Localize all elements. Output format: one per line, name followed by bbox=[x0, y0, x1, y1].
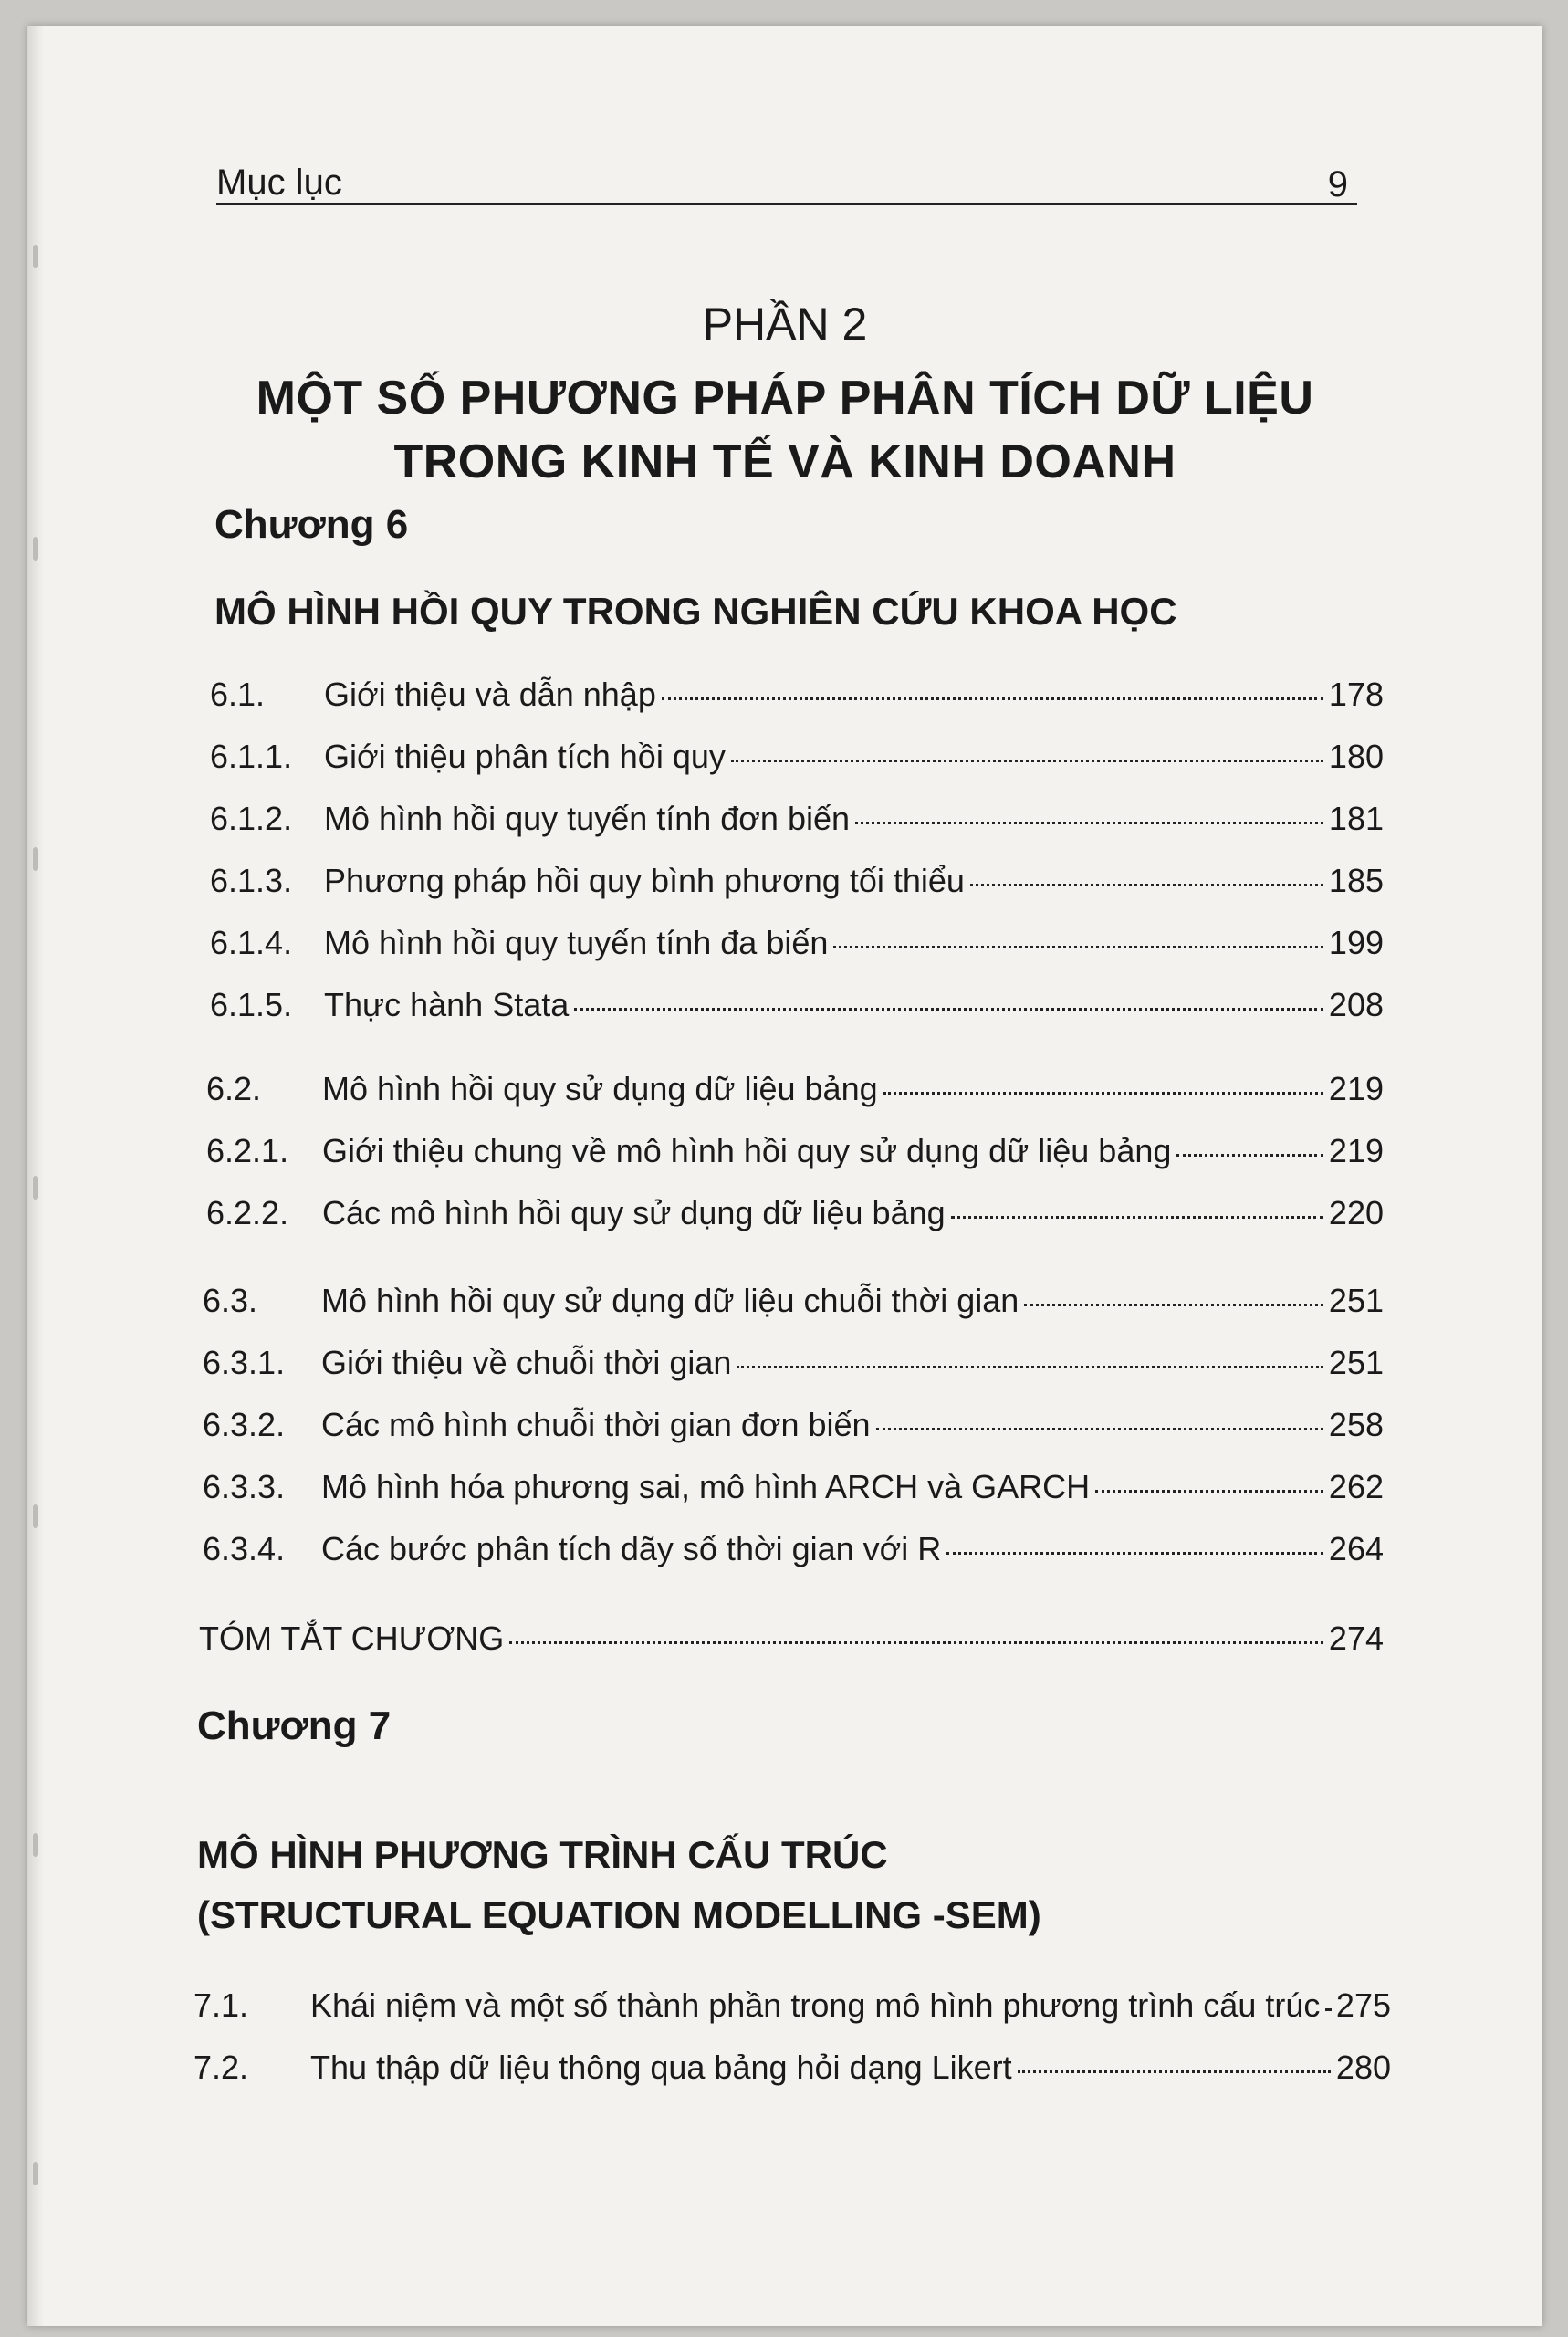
part-title-line-1: MỘT SỐ PHƯƠNG PHÁP PHÂN TÍCH DỮ LIỆU bbox=[256, 372, 1314, 424]
toc-entry-page: 251 bbox=[1328, 1344, 1384, 1381]
toc-entry-number: 6.2.1. bbox=[206, 1132, 289, 1169]
toc-entry[interactable] bbox=[210, 862, 1384, 900]
toc-entry-title: Mô hình hồi quy tuyến tính đơn biến bbox=[324, 800, 850, 837]
toc-entry[interactable] bbox=[193, 1986, 1391, 2025]
toc-entry-number: 7.1. bbox=[193, 1986, 249, 2024]
toc-entry[interactable] bbox=[203, 1282, 1384, 1320]
toc-entry-number: 6.3. bbox=[203, 1282, 258, 1319]
toc-entry-title: Khái niệm và một số thành phần trong mô hình phương trình cấu trúc bbox=[310, 1986, 1321, 2024]
toc-entry[interactable] bbox=[206, 1132, 1384, 1170]
dot-leader bbox=[1024, 1303, 1323, 1306]
toc-entry-number: 6.1.1. bbox=[210, 738, 293, 775]
part-label: PHẦN 2 bbox=[702, 299, 868, 350]
dot-leader bbox=[662, 697, 1323, 700]
dot-leader bbox=[946, 1551, 1323, 1555]
toc-entry[interactable] bbox=[206, 1194, 1384, 1232]
chapter-7-title-line-1: MÔ HÌNH PHƯƠNG TRÌNH CẤU TRÚC bbox=[197, 1833, 888, 1876]
toc-entry-page: 199 bbox=[1328, 924, 1384, 961]
toc-entry-page: 275 bbox=[1335, 1986, 1391, 2024]
toc-entry-number: 6.3.3. bbox=[203, 1468, 286, 1505]
toc-entry-number: 6.3.1. bbox=[203, 1344, 286, 1381]
toc-entry-title: Phương pháp hồi quy bình phương tối thiểu bbox=[324, 862, 965, 899]
stitch-mark bbox=[33, 537, 38, 561]
chapter-7-title-line-2: (STRUCTURAL EQUATION MODELLING -SEM) bbox=[197, 1893, 1041, 1936]
dot-leader bbox=[1018, 2070, 1331, 2073]
toc-entry-page: 264 bbox=[1328, 1530, 1384, 1567]
toc-entry-number: 6.1.3. bbox=[210, 862, 293, 899]
toc-entry[interactable] bbox=[206, 1070, 1384, 1108]
dot-leader bbox=[1176, 1153, 1323, 1157]
toc-entry-number: 6.1.2. bbox=[210, 800, 293, 837]
toc-entry[interactable] bbox=[210, 676, 1384, 714]
toc-entry-title: Các bước phân tích dãy số thời gian với R bbox=[321, 1530, 942, 1567]
toc-entry-title: Thực hành Stata bbox=[324, 986, 570, 1023]
part-title-line-2: TRONG KINH TẾ VÀ KINH DOANH bbox=[393, 435, 1176, 488]
toc-entry-page: 280 bbox=[1335, 2049, 1391, 2086]
page-header bbox=[216, 144, 1357, 205]
toc-entry-number: 6.1.5. bbox=[210, 986, 293, 1023]
toc-entry-number: 6.2.2. bbox=[206, 1194, 289, 1231]
book-page bbox=[27, 26, 1542, 2326]
toc-entry-title: Thu thập dữ liệu thông qua bảng hỏi dạng Likert bbox=[310, 2049, 1012, 2086]
dot-leader bbox=[833, 945, 1323, 948]
toc-entry-page: 208 bbox=[1328, 986, 1384, 1023]
dot-leader bbox=[509, 1640, 1323, 1644]
chapter-6-label: Chương 6 bbox=[214, 502, 409, 547]
toc-entry-page: 219 bbox=[1328, 1070, 1384, 1107]
toc-entry-page: 251 bbox=[1328, 1282, 1384, 1319]
stitch-mark bbox=[33, 1504, 38, 1528]
toc-entry-page: 220 bbox=[1328, 1194, 1384, 1231]
toc-entry[interactable] bbox=[210, 738, 1384, 776]
toc-entry-page: 180 bbox=[1328, 738, 1384, 775]
dot-leader bbox=[883, 1091, 1323, 1095]
chapter-7-label: Chương 7 bbox=[197, 1703, 392, 1748]
toc-entry-page: 185 bbox=[1328, 862, 1384, 899]
dot-leader bbox=[737, 1365, 1322, 1368]
dot-leader bbox=[1325, 2007, 1331, 2011]
dot-leader bbox=[1095, 1489, 1323, 1493]
toc-entry-title: Giới thiệu về chuỗi thời gian bbox=[321, 1344, 732, 1381]
stitch-mark bbox=[33, 847, 38, 871]
toc-entry-number: 7.2. bbox=[193, 2049, 249, 2086]
toc-entry[interactable] bbox=[210, 986, 1384, 1024]
dot-leader bbox=[876, 1427, 1323, 1430]
toc-entry-title: Mô hình hồi quy sử dụng dữ liệu bảng bbox=[322, 1070, 878, 1107]
toc-entry[interactable] bbox=[203, 1530, 1384, 1568]
toc-entry[interactable] bbox=[203, 1468, 1384, 1506]
toc-entry-page: 262 bbox=[1328, 1468, 1384, 1505]
toc-entry-page: 181 bbox=[1328, 800, 1384, 837]
stitch-mark bbox=[33, 1176, 38, 1200]
toc-entry[interactable] bbox=[203, 1344, 1384, 1382]
toc-entry-title: Mô hình hồi quy tuyến tính đa biến bbox=[324, 924, 829, 961]
toc-entry-number: 6.1. bbox=[210, 676, 266, 713]
stitch-mark bbox=[33, 2162, 38, 2185]
dot-leader bbox=[855, 821, 1323, 824]
chapter-6-title: MÔ HÌNH HỒI QUY TRONG NGHIÊN CỨU KHOA HỌC bbox=[214, 590, 1177, 633]
toc-entry-title: Mô hình hồi quy sử dụng dữ liệu chuỗi thời gian bbox=[321, 1282, 1019, 1319]
toc-entry-title: Giới thiệu và dẫn nhập bbox=[324, 676, 656, 713]
toc-entry-page: 219 bbox=[1328, 1132, 1384, 1169]
toc-entry-number: 6.3.2. bbox=[203, 1406, 286, 1443]
toc-entry-page: 274 bbox=[1328, 1619, 1384, 1657]
toc-entry[interactable] bbox=[193, 2049, 1391, 2087]
toc-entry-title: Mô hình hóa phương sai, mô hình ARCH và GARCH bbox=[321, 1468, 1091, 1505]
page-number: 9 bbox=[1327, 164, 1348, 204]
stitch-mark bbox=[33, 1833, 38, 1857]
toc-entry-number: 6.2. bbox=[206, 1070, 262, 1107]
toc-entry[interactable] bbox=[210, 800, 1384, 838]
toc-entry-title: Các mô hình chuỗi thời gian đơn biến bbox=[321, 1406, 871, 1443]
toc-entry-summary[interactable] bbox=[199, 1619, 1384, 1658]
toc-entry[interactable] bbox=[203, 1406, 1384, 1444]
toc-entry-title: Giới thiệu chung về mô hình hồi quy sử dụng dữ liệu bảng bbox=[322, 1132, 1172, 1169]
toc-entry[interactable] bbox=[210, 924, 1384, 962]
running-title: Mục lục bbox=[216, 162, 342, 203]
toc-entry-number: 6.1.4. bbox=[210, 924, 293, 961]
toc-entry-title: Giới thiệu phân tích hồi quy bbox=[324, 738, 726, 775]
toc-entry-number: 6.3.4. bbox=[203, 1530, 286, 1567]
toc-entry-title: Các mô hình hồi quy sử dụng dữ liệu bảng bbox=[322, 1194, 946, 1231]
dot-leader bbox=[574, 1007, 1323, 1011]
dot-leader bbox=[970, 883, 1323, 886]
toc-entry-title: TÓM TẮT CHƯƠNG bbox=[199, 1619, 505, 1657]
stitch-mark bbox=[33, 245, 38, 268]
dot-leader bbox=[731, 759, 1323, 762]
toc-entry-page: 258 bbox=[1328, 1406, 1384, 1443]
toc-entry-page: 178 bbox=[1328, 676, 1384, 713]
dot-leader bbox=[951, 1215, 1323, 1219]
